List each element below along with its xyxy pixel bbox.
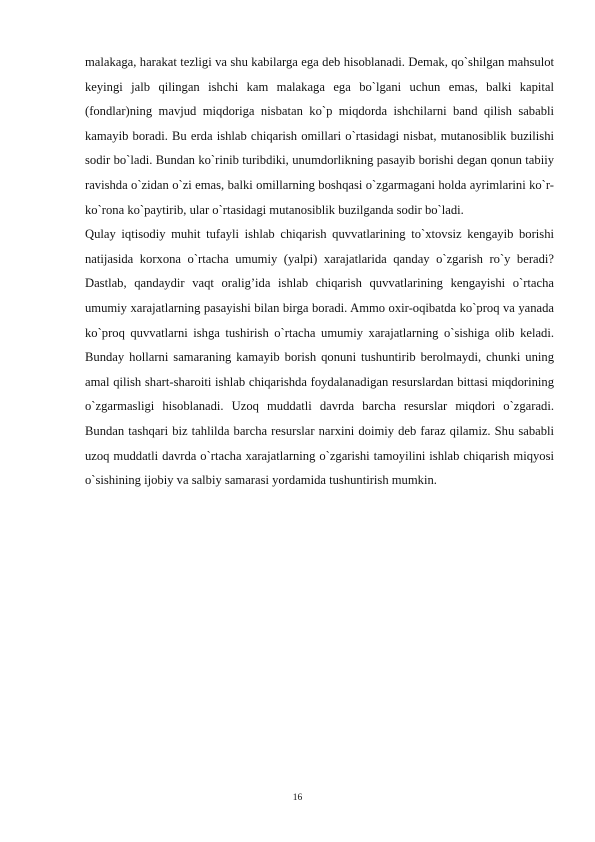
body-text	[85, 50, 554, 493]
page-number: 16	[292, 793, 303, 803]
paragraph-2: Qulay iqtisodiy muhit tufayli ishlab chiqarish quvvatlarining to`xtovsiz kengayib borishi natijasida korxona o`rtacha umumiy (yalpi) xarajatlarida qanday o`zgarish ro`y beradi? Dastlab, qandaydir vaqt oralig’ida ishlab chiqarish quvvatlarining kengayishi o`rtacha umumiy xarajatlarning pasayishi bilan birga boradi. Ammo oxir-oqibatda ko`proq va yanada ko`proq quvvatlarni ishga tushirish o`rtacha umumiy xarajatlarning o`sishiga olib keladi. Bunday hollarni samaraning kamayib borish qonuni tushuntirib berolmaydi, chunki uning amal qilish shart-sharoiti ishlab chiqarishda foydalanadigan resurslardan bittasi miqdorining o`zgarmasligi hisoblanadi. Uzoq muddatli davrda barcha resurslar miqdori o`zgaradi. Bundan tashqari biz tahlilda barcha resurslar narxini doimiy deb faraz qilamiz. Shu sababli uzoq muddatli davrda o`rtacha xarajatlarning o`zgarishi tamoyilini ishlab chiqarish miqyosi o`sishining ijobiy va salbiy samarasi yordamida tushuntirish mumkin.	[85, 227, 554, 488]
paragraph-1: malakaga, harakat tezligi va shu kabilarga ega deb hisoblanadi. Demak, qo`shilgan mahsulot keyingi jalb qilingan ishchi kam malakaga ega bo`lgani uchun emas, balki kapital (fondlar)ning mavjud miqdoriga nisbatan ko`p miqdorda ishchilarni band qilish sababli kamayib boradi. Bu erda ishlab chiqarish omillari o`rtasidagi nisbat, mutanosiblik buzilishi sodir bo`ladi. Bundan ko`rinib turibdiki, unumdorlikning pasayib borishi degan qonun tabiiy ravishda o`zidan o`zi emas, balki omillarning boshqasi o`zgarmagani holda ayrimlarini ko`r-ko`rona ko`paytirib, ular o`rtasidagi mutanosiblik buzilganda sodir bo`ladi.	[85, 55, 554, 217]
